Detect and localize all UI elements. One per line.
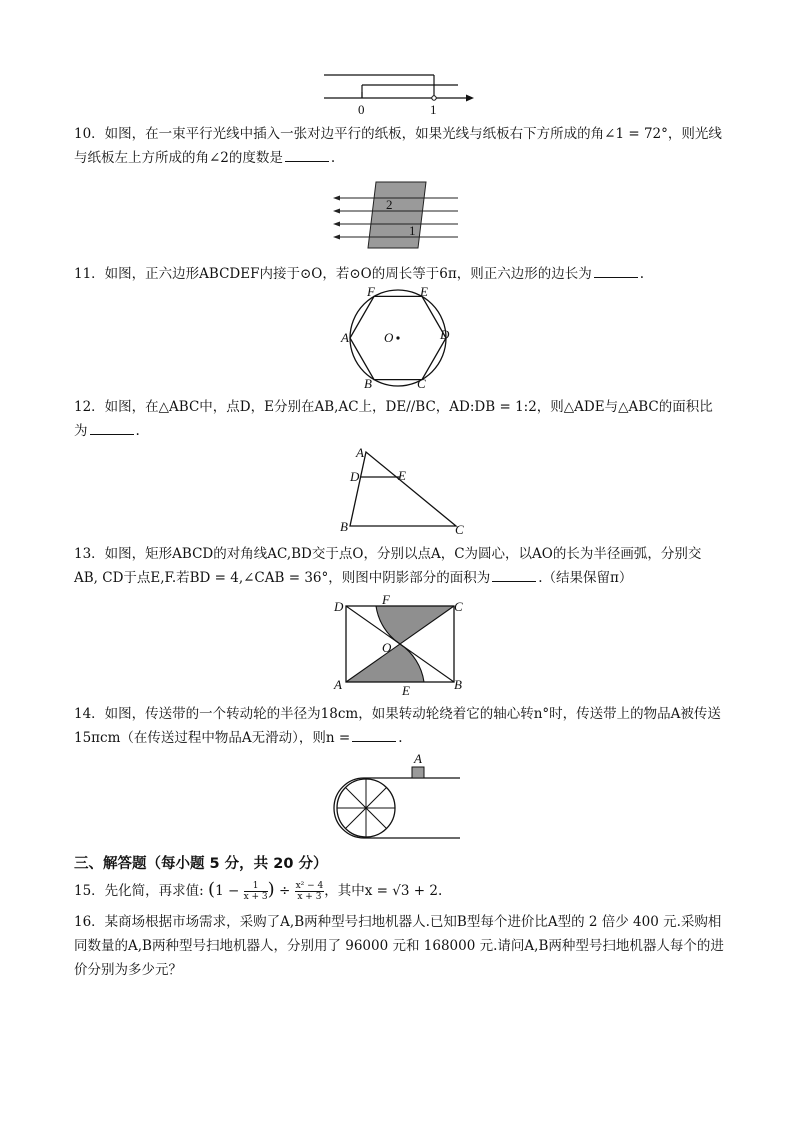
hex-label-F: F	[367, 284, 375, 299]
question-15-suffix: ，其中x = √3 + 2.	[324, 883, 443, 899]
question-14-text: 14．如图，传送带的一个转动轮的半径为18cm，如果转动轮绕着它的轴心转n°时，传送带上的物品A被传送15πcm（在传送过程中物品A无滑动），则n =	[74, 706, 721, 746]
hex-label-E: E	[420, 284, 428, 299]
object-label-A: A	[414, 751, 422, 766]
rect-label-E: E	[402, 683, 410, 698]
question-11-tail: .	[639, 266, 644, 282]
tri-label-E: E	[398, 468, 406, 483]
fraction-1-numerator: 1	[244, 881, 268, 892]
question-10-tail: .	[330, 150, 336, 166]
hexagon-circle-figure	[336, 284, 460, 392]
rect-label-B: B	[454, 677, 462, 692]
answer-blank-14[interactable]	[352, 727, 396, 742]
section-3-title: 三、解答题（每小题 5 分，共 20 分）	[74, 856, 328, 872]
question-12-text: 12．如图，在△ABC中，点D，E分别在AB,AC上，DE//BC，AD:DB = 1:2，则△ADE与△ABC的面积比为	[74, 399, 713, 439]
triangle-figure	[336, 446, 472, 536]
fraction-2	[295, 881, 325, 902]
rect-label-O: O	[382, 640, 392, 655]
conveyor-wheel-figure	[328, 750, 464, 844]
answer-blank-13[interactable]	[492, 567, 536, 582]
hex-label-O: O	[384, 330, 394, 345]
rect-label-A: A	[334, 677, 342, 692]
paren-close: )	[267, 879, 275, 900]
paren-open: (	[208, 879, 216, 900]
hex-label-B: B	[364, 376, 372, 391]
answer-blank-12[interactable]	[90, 420, 134, 435]
parallel-light-figure	[330, 178, 464, 252]
tri-label-A: A	[356, 446, 364, 460]
tri-label-C: C	[455, 522, 464, 536]
rect-label-C: C	[454, 599, 463, 614]
question-13-text: 13．如图，矩形ABCD的对角线AC,BD交于点O，分别以点A，C为圆心，以AO的长为半径画弧，分别交AB, CD于点E,F.若BD = 4,∠CAB = 36°，则图中阴影部分的面积为	[74, 546, 702, 586]
tri-label-B: B	[340, 519, 348, 534]
question-16-text: 16．某商场根据市场需求，采购了A,B两种型号扫地机器人.已知B型每个进价比A型的 2 倍少 400 元.采购相同数量的A,B两种型号扫地机器人，分别用了 96000 元和 168000 元.请问A,B两种型号扫地机器人每个的进价分别为多少元？	[74, 914, 724, 978]
fraction-2-numerator: x² − 4	[295, 881, 324, 891]
question-15	[74, 878, 724, 903]
question-13	[74, 542, 724, 590]
question-14	[74, 702, 724, 750]
question-10	[74, 122, 724, 170]
angle-1-label: 1	[409, 223, 416, 238]
one-minus: 1 −	[215, 883, 240, 899]
fraction-2-denominator: x + 3	[297, 892, 322, 902]
question-12	[74, 395, 724, 443]
tick-label-1: 1	[430, 102, 437, 117]
number-line-figure	[318, 68, 478, 120]
rectangle-arcs-figure	[328, 594, 468, 698]
question-14-tail: .	[398, 730, 403, 746]
question-13-tail: .（结果保留π）	[538, 570, 633, 586]
question-11	[74, 262, 724, 286]
fraction-1-denominator: x + 3	[243, 892, 268, 902]
fraction-1	[244, 881, 268, 902]
question-15-prefix: 15．先化简，再求值:	[74, 883, 204, 899]
rect-label-D: D	[334, 599, 344, 614]
rect-label-F: F	[382, 594, 390, 607]
question-12-tail: .	[135, 423, 140, 439]
hex-label-A: A	[341, 330, 349, 345]
question-16	[74, 910, 724, 982]
question-10-text: 10．如图，在一束平行光线中插入一张对边平行的纸板，如果光线与纸板右下方所成的角∠1 = 72°，则光线与纸板左上方所成的角∠2的度数是	[74, 126, 722, 166]
divide-sign: ÷	[278, 883, 291, 899]
answer-blank-10[interactable]	[285, 147, 329, 162]
hex-label-D: D	[440, 327, 450, 342]
hex-label-C: C	[417, 376, 426, 391]
answer-blank-11[interactable]	[594, 263, 638, 278]
tri-label-D: D	[350, 469, 360, 484]
question-11-text: 11．如图，正六边形ABCDEF内接于⊙O，若⊙O的周长等于6π，则正六边形的边长为	[74, 266, 592, 282]
angle-2-label: 2	[386, 197, 393, 212]
tick-label-0: 0	[358, 102, 365, 117]
